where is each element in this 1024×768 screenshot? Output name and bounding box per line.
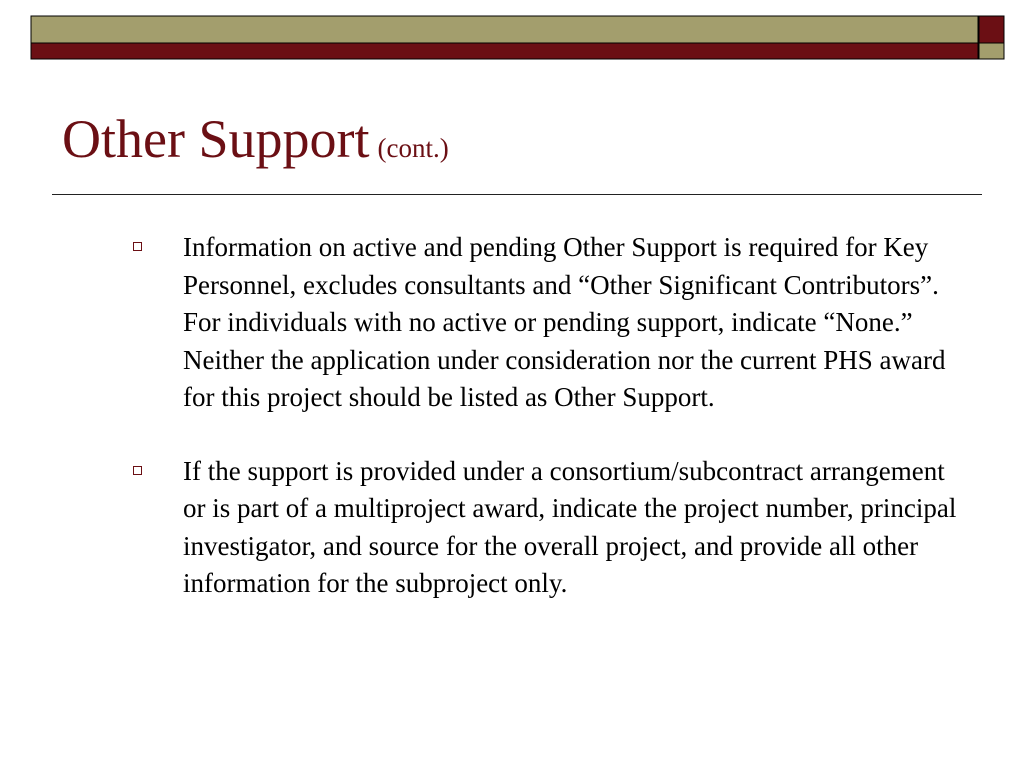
square-bullet-icon	[133, 242, 142, 251]
square-bullet-icon	[133, 466, 142, 475]
header-band-olive	[31, 16, 978, 43]
bullet-item	[130, 229, 960, 417]
bullet-item	[130, 453, 960, 603]
corner-square-dark-red	[979, 16, 1004, 43]
header-band-dark-red	[31, 43, 978, 59]
corner-square-olive	[979, 43, 1004, 59]
header-decoration	[0, 0, 1024, 70]
slide-title-text: Other Support	[62, 109, 370, 169]
bullet-text: Information on active and pending Other Support is required for Key Personnel, excludes consultants and “Other Significant Contributors”. For individuals with no active or pending support, indicate “None.” Neither the application under consideration nor the current PHS award for this project should be listed as Other Support.	[183, 232, 946, 412]
slide-title	[62, 109, 449, 169]
slide-title-suffix: (cont.)	[377, 133, 449, 163]
bullet-list	[130, 229, 960, 639]
bullet-text: If the support is provided under a consortium/subcontract arrangement or is part of a multiproject award, indicate the project number, principal investigator, and source for the overall project, and provide all other information for the subproject only.	[183, 455, 957, 598]
title-divider	[52, 194, 982, 195]
